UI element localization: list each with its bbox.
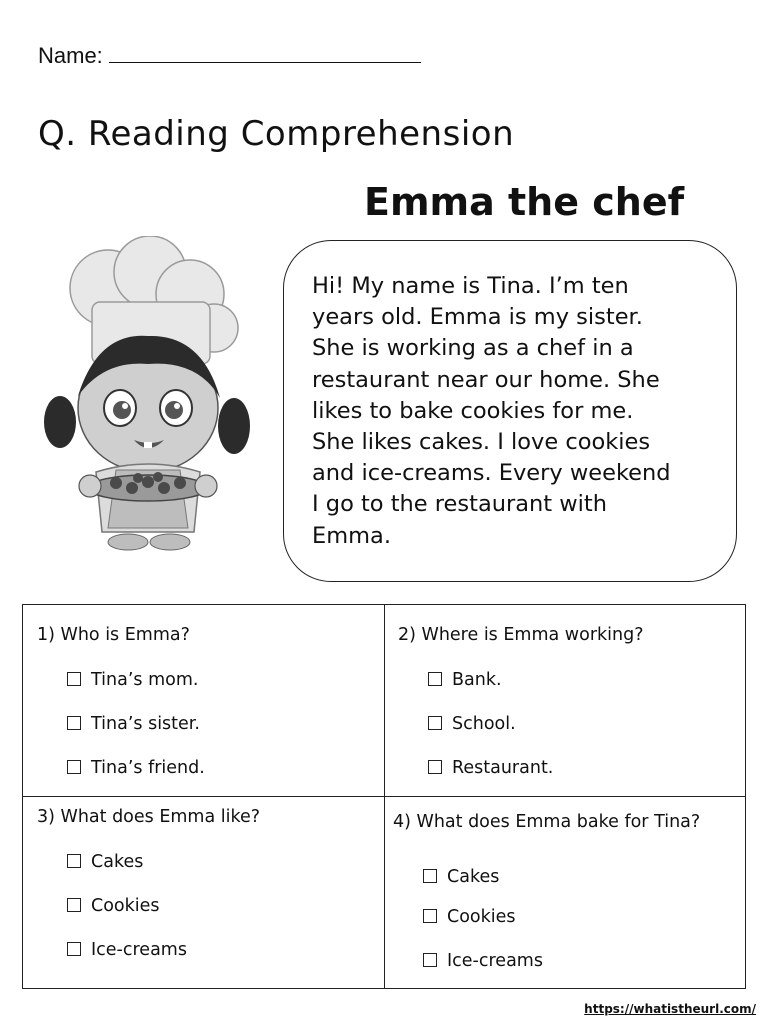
question-text: 3) What does Emma like? [37,807,261,827]
answer-option[interactable]: Ice-creams [67,938,187,962]
question-2 [398,623,728,793]
source-url-link[interactable]: https://whatistheurl.com/ [584,1002,756,1016]
answer-option[interactable]: Bank. [428,668,502,692]
story-speech-bubble [283,240,737,582]
story-line: restaurant near our home. She [312,366,660,393]
checkbox-icon[interactable] [428,672,442,686]
question-grid [22,604,746,989]
story-line: I go to the restaurant with [312,491,608,518]
answer-option[interactable]: Tina’s friend. [67,756,205,780]
question-4 [393,810,713,985]
section-title: Q. Reading Comprehension [38,114,515,154]
name-row [38,42,421,69]
answer-option[interactable]: Restaurant. [428,756,553,780]
checkbox-icon[interactable] [67,760,81,774]
question-text: 1) Who is Emma? [37,625,190,645]
story-title: Emma the chef [364,180,685,224]
answer-option[interactable]: Cakes [423,865,499,889]
question-text: 2) Where is Emma working? [398,625,644,645]
name-blank-line[interactable] [109,42,421,63]
checkbox-icon[interactable] [67,854,81,868]
story-line: and ice-creams. Every weekend [312,460,671,487]
story-line: likes to bake cookies for me. [312,397,634,424]
checkbox-icon[interactable] [67,716,81,730]
question-text: 4) What does Emma bake for Tina? [393,812,701,832]
story-line: Emma. [312,522,391,549]
story-line: Hi! My name is Tina. I’m ten [312,273,629,299]
checkbox-icon[interactable] [423,909,437,923]
grid-divider-horizontal [23,796,745,797]
checkbox-icon[interactable] [423,869,437,883]
question-1 [37,623,367,793]
checkbox-icon[interactable] [67,942,81,956]
checkbox-icon[interactable] [423,953,437,967]
checkbox-icon[interactable] [67,898,81,912]
chef-girl-illustration [38,236,258,554]
answer-option[interactable]: Tina’s mom. [67,668,198,692]
checkbox-icon[interactable] [428,760,442,774]
story-line: She likes cakes. I love cookies [312,429,651,456]
answer-option[interactable]: Tina’s sister. [67,712,200,736]
story-line: years old. Emma is my sister. [312,304,643,331]
question-3 [37,805,367,980]
answer-option[interactable]: Cakes [67,850,143,874]
answer-option[interactable]: Ice-creams [423,949,543,973]
answer-option[interactable]: Cookies [67,894,160,918]
answer-option[interactable]: School. [428,712,516,736]
name-label: Name: [38,43,103,68]
story-line: She is working as a chef in a [312,335,634,362]
answer-option[interactable]: Cookies [423,905,516,929]
checkbox-icon[interactable] [67,672,81,686]
checkbox-icon[interactable] [428,716,442,730]
